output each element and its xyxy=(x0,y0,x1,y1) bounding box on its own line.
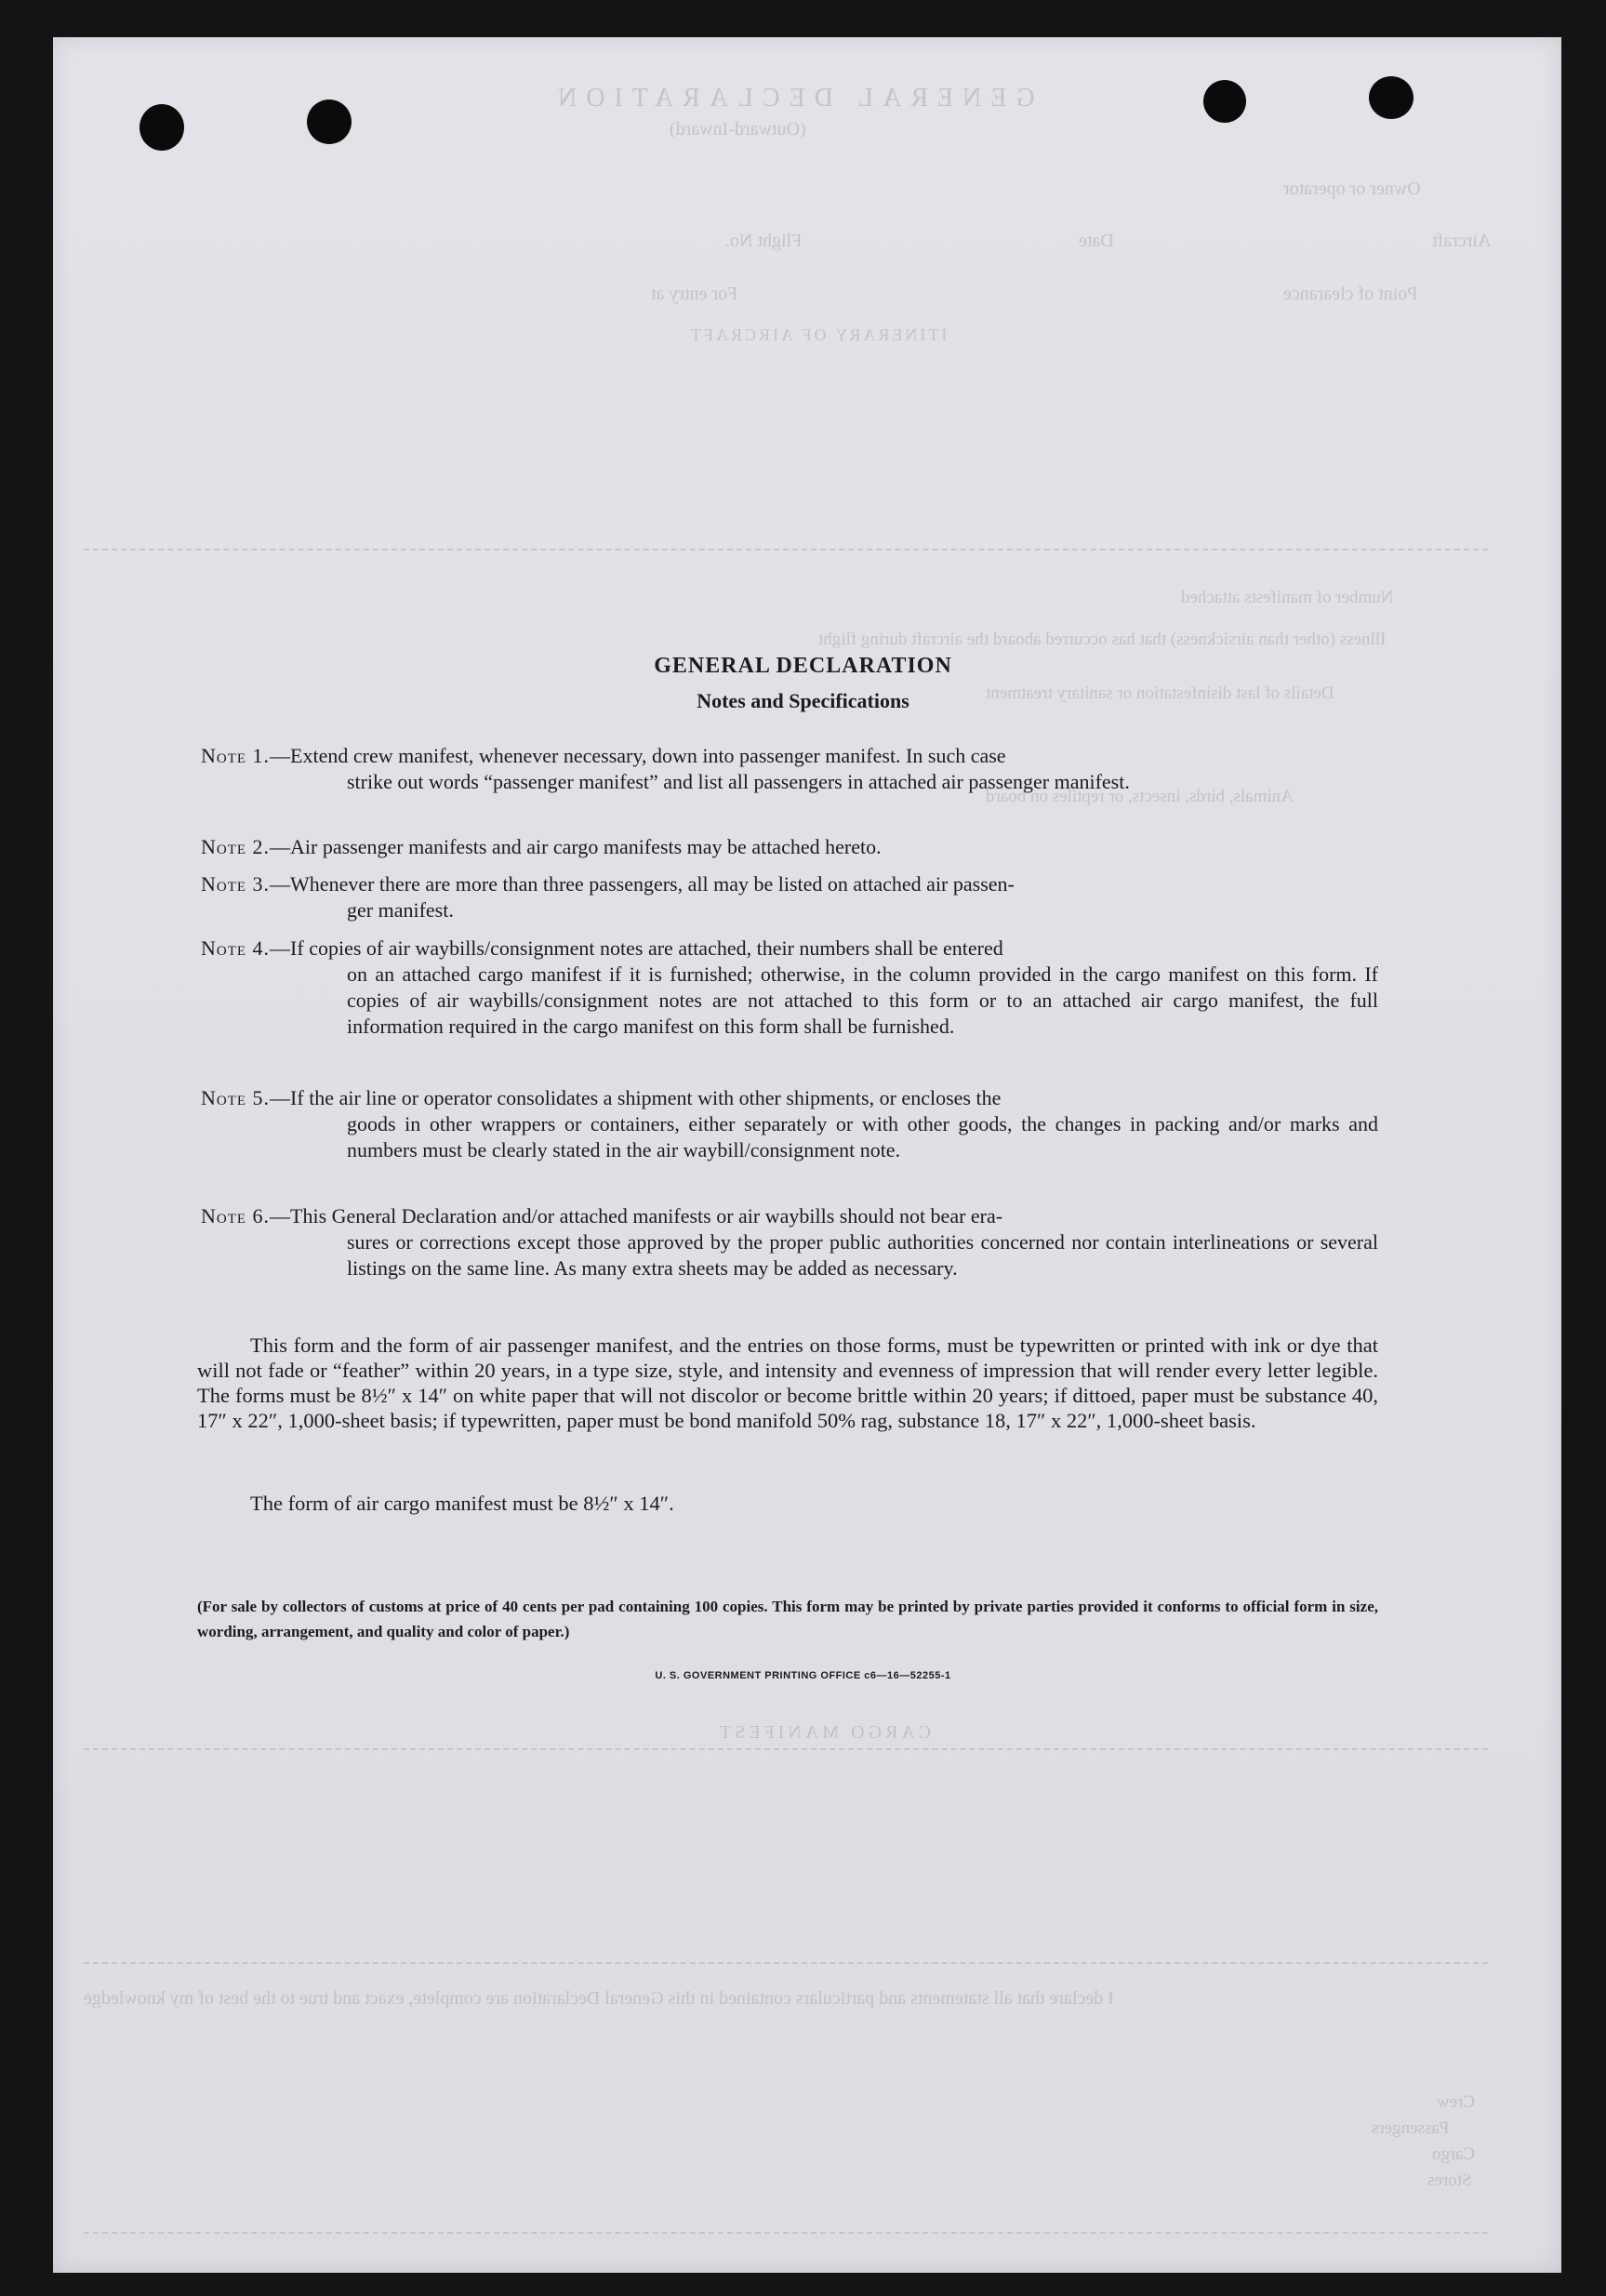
note-text: —If the air line or operator consolidates a shipment with other shipments, or encloses the xyxy=(270,1086,1002,1109)
show-through-cargo-manifest: CARGO MANIFEST xyxy=(716,1722,932,1743)
punch-hole-right-2 xyxy=(1369,76,1414,119)
specification-text: This form and the form of air passenger manifest, and the entries on those forms, must be typewritten or printed with ink or dye that will not fade or “feather” within 20 years, in a type size, style, and intensity and evenness of impression that will render every letter legible. The forms must be 8½″ x 14″ on white paper that will not discolor or become brittle within 20 years; if dittoed, paper must be substance 40, 17″ x 22″, 1,000-sheet basis; if typewritten, paper must be bond manifold 50% rag, substance 18, 17″ x 22″, 1,000-sheet basis. xyxy=(197,1334,1378,1432)
note-label: Note 6. xyxy=(201,1204,271,1228)
show-through-rule xyxy=(84,549,1488,551)
note-text: —If copies of air waybills/consignment notes are attached, their numbers shall be entered xyxy=(270,936,1003,960)
show-through-itinerary: ITINERARY OF AIRCRAFT xyxy=(688,325,948,344)
show-through-rule xyxy=(84,1962,1488,1964)
note-text-continued: goods in other wrappers or containers, either separately or with other goods, the changes in packing and/or marks and numbers must be clearly stated in the air waybill/consignment note. xyxy=(347,1112,1378,1161)
note-3 xyxy=(201,871,1378,923)
show-through-stores: Stores xyxy=(1427,2170,1472,2190)
note-text: —Air passenger manifests and air cargo manifests may be attached hereto. xyxy=(270,835,882,858)
show-through-point: Point of clearance xyxy=(1283,284,1418,304)
show-through-rule xyxy=(84,2232,1488,2234)
punch-hole-left-1 xyxy=(139,104,184,151)
show-through-declaration: I declare that all statements and particulars contained in this General Declaration are complete, exact and true to the best of my knowledge xyxy=(84,1988,1114,2009)
note-text-continued: ger manifest. xyxy=(347,898,454,922)
specification-paragraph xyxy=(197,1333,1378,1433)
show-through-owner: Owner or operator xyxy=(1283,179,1421,199)
show-through-illness: Illness (other than airsickness) that has occurred aboard the aircraft during flight xyxy=(818,630,1387,649)
show-through-date: Date xyxy=(1079,231,1114,251)
note-label: Note 5. xyxy=(201,1086,271,1109)
note-1 xyxy=(201,743,1378,795)
cargo-size-line: The form of air cargo manifest must be 8½″ x 14″. xyxy=(250,1492,674,1515)
note-5 xyxy=(201,1085,1378,1163)
show-through-entry: For entry at xyxy=(651,284,738,304)
show-through-details: Details of last disinfestation or sanitary treatment xyxy=(986,683,1334,703)
note-6 xyxy=(201,1203,1378,1281)
note-label: Note 1. xyxy=(201,744,271,767)
printing-office-imprint: U. S. GOVERNMENT PRINTING OFFICE c6—16—52255-1 xyxy=(655,1670,951,1681)
show-through-animals: Animals, birds, insects, or reptiles on board xyxy=(986,787,1294,806)
note-label: Note 4. xyxy=(201,936,271,960)
note-text: —Extend crew manifest, whenever necessary, down into passenger manifest. In such case xyxy=(270,744,1006,767)
show-through-rule xyxy=(84,1748,1488,1750)
note-text: —Whenever there are more than three passengers, all may be listed on attached air passen- xyxy=(270,872,1015,896)
sale-notice: (For sale by collectors of customs at price of 40 cents per pad containing 100 copies. This form may be printed by private parties provided it conforms to official form in size, wording, arrangement, and quality and color of paper.) xyxy=(197,1598,1378,1640)
show-through-cargo: Cargo xyxy=(1432,2144,1476,2164)
note-4 xyxy=(201,936,1378,1040)
show-through-flight: Flight No. xyxy=(725,231,803,251)
show-through-subheading: (Outward-Inward) xyxy=(670,119,806,139)
document-subtitle: Notes and Specifications xyxy=(697,689,909,712)
show-through-aircraft: Aircraft xyxy=(1432,231,1492,251)
show-through-passengers: Passengers xyxy=(1372,2118,1450,2138)
note-text: —This General Declaration and/or attached manifests or air waybills should not bear era- xyxy=(270,1204,1003,1228)
show-through-heading: GENERAL DECLARATION xyxy=(549,84,1035,113)
punch-hole-right-1 xyxy=(1203,80,1246,123)
show-through-manifests: Number of manifests attached xyxy=(1181,588,1394,607)
document-title: GENERAL DECLARATION xyxy=(654,654,952,678)
note-text-continued: on an attached cargo manifest if it is furnished; otherwise, in the column provided in the cargo manifest on this form. If copies of air waybills/consignment notes are not attached to this form or to an attached air cargo manifest, the full information required in the cargo manifest on this form shall be furnished. xyxy=(347,962,1378,1038)
punch-hole-left-2 xyxy=(307,100,352,144)
note-text-continued: strike out words “passenger manifest” and list all passengers in attached air passenger manifest. xyxy=(347,770,1130,793)
note-label: Note 2. xyxy=(201,835,271,858)
note-label: Note 3. xyxy=(201,872,271,896)
show-through-crew: Crew xyxy=(1437,2092,1476,2112)
note-2 xyxy=(201,834,1378,860)
note-text-continued: sures or corrections except those approved by the proper public authorities concerned nor contain interlineations or several listings on the same line. As many extra sheets may be added as necessary. xyxy=(347,1230,1378,1280)
